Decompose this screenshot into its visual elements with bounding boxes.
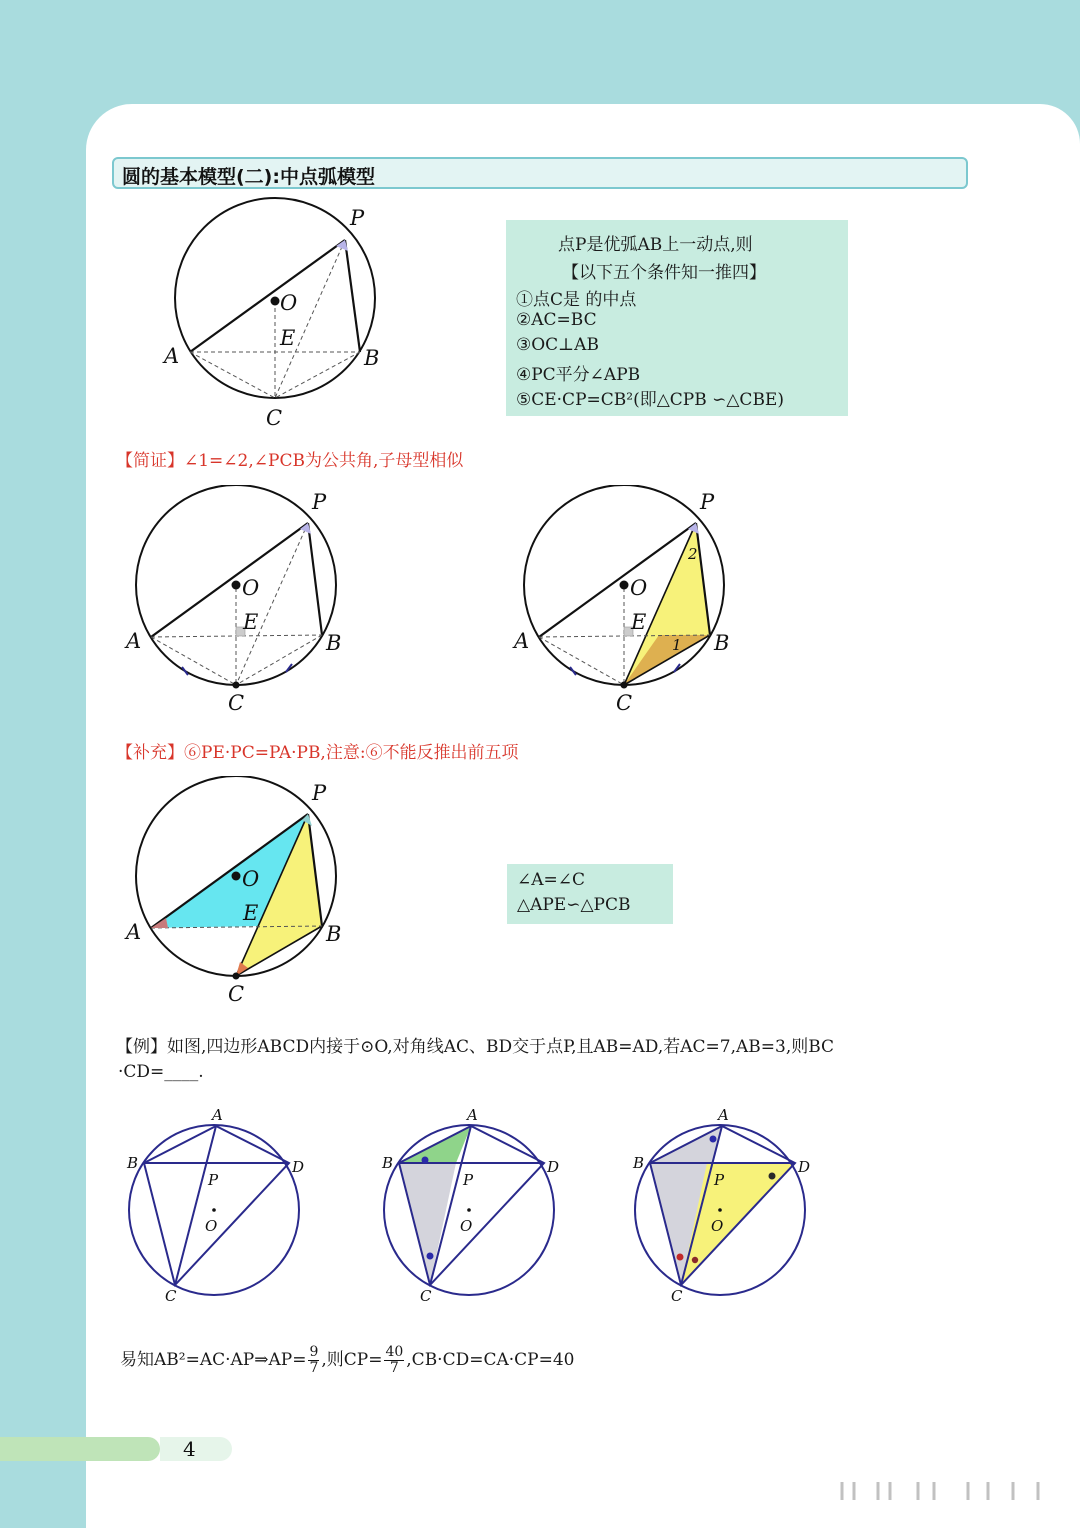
solution-part1: 易知AB²=AC·AP⇒AP= (120, 1350, 307, 1370)
label-C-2: C (228, 691, 245, 715)
ex2-label-A: A (467, 1106, 478, 1124)
label-A-2: A (126, 629, 142, 653)
page-number: 4 (183, 1437, 196, 1461)
label-B: B (364, 346, 380, 370)
fraction-cp (384, 1345, 404, 1376)
diagram-proof-right (504, 485, 754, 720)
proof-note: 【简证】∠1=∠2,∠PCB为公共角,子母型相似 (116, 451, 464, 471)
ex2-label-P: P (463, 1171, 474, 1189)
label-A-4: A (126, 920, 142, 944)
label-C: C (266, 406, 283, 430)
label-E-3: E (631, 610, 647, 634)
label-O-4: O (242, 867, 260, 891)
condition-item-2: ②AC=BC (516, 310, 597, 330)
fraction-ap (308, 1345, 319, 1376)
fraction-cp-num: 40 (385, 1344, 404, 1360)
ex1-label-D: D (292, 1158, 305, 1176)
label-P: P (350, 206, 365, 230)
ex3-label-B: B (633, 1154, 645, 1172)
solution-line (120, 1340, 574, 1380)
angle-label-1: 1 (672, 636, 682, 654)
label-O-3: O (630, 576, 648, 600)
ex3-label-C: C (671, 1287, 683, 1305)
page-tab-left (0, 1437, 160, 1461)
ex2-label-B: B (382, 1154, 394, 1172)
watermark-mark (838, 1478, 1060, 1504)
label-E-2: E (243, 610, 259, 634)
angle-label-2: 2 (688, 545, 698, 563)
similar-box (507, 864, 673, 924)
diagram-midpoint-arc-basic (150, 195, 410, 435)
ex1-label-C: C (165, 1287, 177, 1305)
label-P-3: P (700, 490, 715, 514)
condition-item-3: ③OC⊥AB (516, 335, 599, 355)
example-diagram-1 (118, 1100, 318, 1310)
example-diagram-3 (624, 1100, 824, 1310)
example-diagram-2 (373, 1100, 573, 1310)
label-O: O (280, 291, 298, 315)
label-E-4: E (243, 901, 259, 925)
section-title: 圆的基本模型(二):中点弧模型 (122, 166, 375, 188)
solution-part3: ,CB·CD=CA·CP=40 (406, 1350, 575, 1370)
condition-line2: 【以下五个条件知一推四】 (562, 263, 766, 283)
similar-line2: △APE∽△PCB (517, 895, 631, 915)
example-line2: ·CD=____. (118, 1062, 204, 1082)
supplement-note: 【补充】⑥PE·PC=PA·PB,注意:⑥不能反推出前五项 (116, 743, 519, 763)
condition-item-4: ④PC平分∠APB (516, 365, 641, 385)
section-title-bar (112, 157, 968, 189)
page-tab-right (160, 1437, 232, 1461)
similar-line1: ∠A=∠C (517, 870, 586, 890)
label-O-2: O (242, 576, 260, 600)
fraction-ap-num: 9 (309, 1344, 319, 1360)
fraction-cp-den: 7 (389, 1360, 399, 1376)
ex3-label-O: O (711, 1217, 724, 1235)
ex1-label-B: B (127, 1154, 139, 1172)
diagram-proof-left (116, 485, 366, 720)
ex2-label-O: O (460, 1217, 473, 1235)
label-B-2: B (326, 631, 342, 655)
label-B-4: B (326, 922, 342, 946)
fraction-ap-den: 7 (309, 1360, 319, 1376)
label-P-4: P (312, 781, 327, 805)
label-A: A (164, 344, 180, 368)
label-A-3: A (514, 629, 530, 653)
condition-line1: 点P是优弧AB上一动点,则 (558, 235, 753, 255)
ex1-label-O: O (205, 1217, 218, 1235)
ex3-label-A: A (718, 1106, 729, 1124)
label-C-3: C (616, 691, 633, 715)
ex2-label-C: C (420, 1287, 432, 1305)
ex3-label-P: P (714, 1171, 725, 1189)
label-C-4: C (228, 982, 245, 1006)
ex2-label-D: D (547, 1158, 560, 1176)
diagram-supplement (116, 776, 366, 1011)
label-B-3: B (714, 631, 730, 655)
example-line1: 【例】如图,四边形ABCD内接于⊙O,对角线AC、BD交于点P,且AB=AD,若AC=7,AB=3,则BC (116, 1037, 835, 1057)
label-E: E (280, 326, 296, 350)
ex3-label-D: D (798, 1158, 811, 1176)
label-P-2: P (312, 490, 327, 514)
condition-item-1: ①点C是 的中点 (516, 290, 637, 310)
ex1-label-P: P (208, 1171, 219, 1189)
condition-item-5: ⑤CE·CP=CB²(即△CPB ∽△CBE) (516, 390, 784, 410)
ex1-label-A: A (212, 1106, 223, 1124)
condition-box (506, 220, 848, 416)
solution-part2: ,则CP= (321, 1350, 383, 1370)
